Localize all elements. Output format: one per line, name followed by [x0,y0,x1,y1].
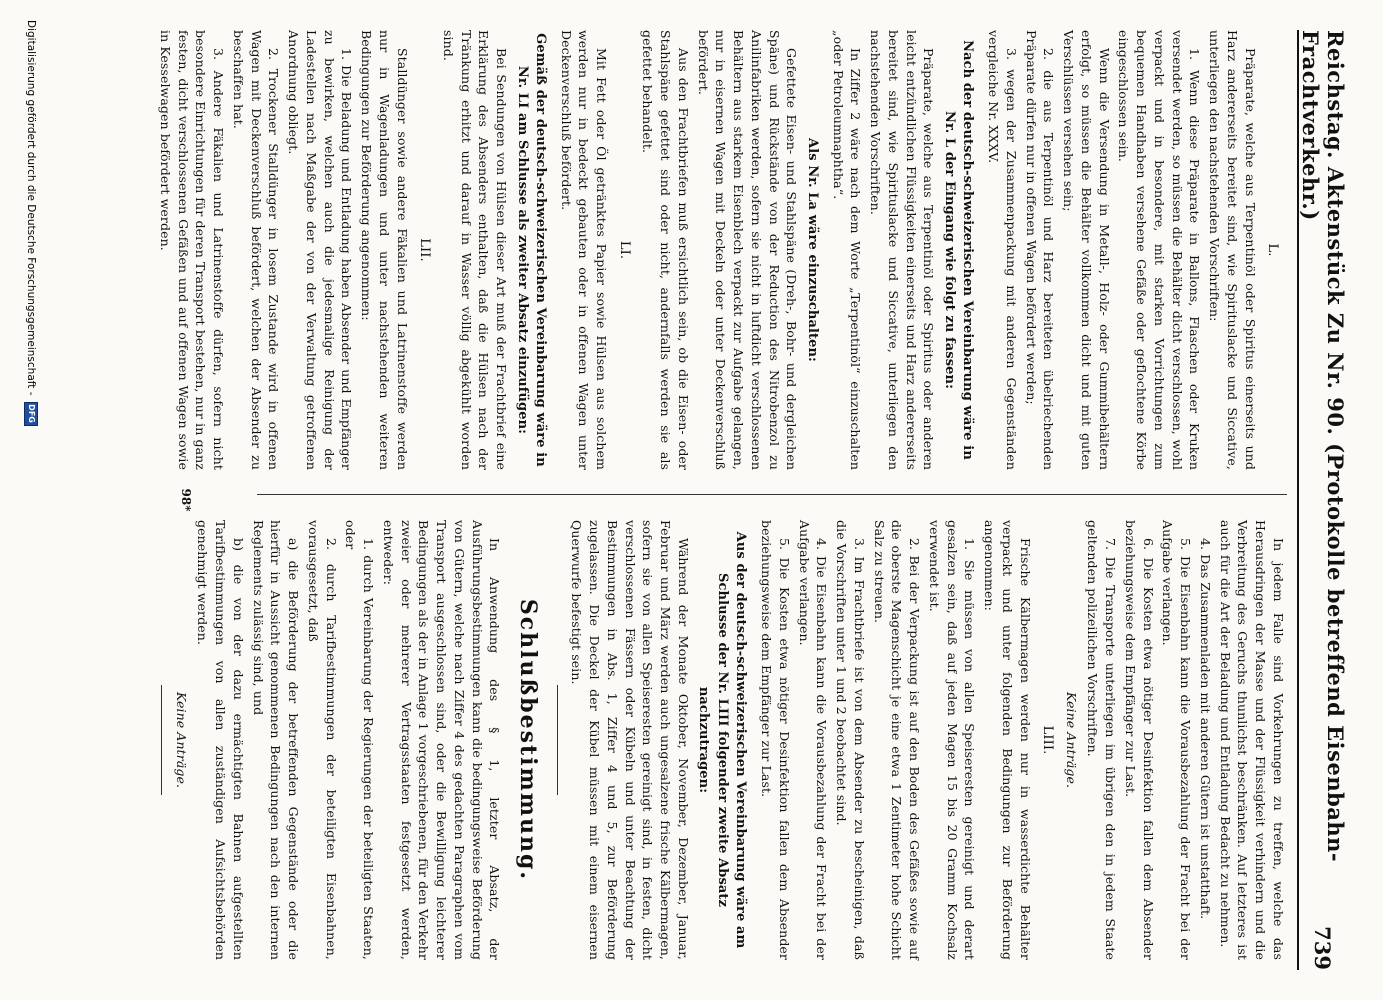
section-liii-numeral: LIII. [1040,725,1055,755]
agreement-1-text: Präparate, welche aus Terpentinöl oder Spiritus oder anderen leicht entzündlichen Flüssigkeiten einerseits und Harz andererseits bereitet sind, wie Spirituslacke und Siccative, unterliegen den nachstehenden Vorschriften. [868,30,937,470]
final-provision-option-1: 1. durch Vereinbarung der Regierungen der beteiligten Staaten, oder [343,520,377,960]
section-l-item-1b: Wenn die Versendung in Metall-, Holz- oder Gummibehältern erfolgt, so müssen die Behälter vollkommen dicht und mit guten Verschlüssen versehen sein; [1061,30,1112,470]
section-l-intro: Präparate, welche aus Terpentinöl oder Spiritus einerseits und Harz andererseits bereitet sind, wie Spirituslacke und Siccative, unterliegen den nachstehenden Vorschriften: [1207,30,1258,470]
no-motions-note-1: Keine Anträge. [1063,691,1079,789]
column-divider [257,494,1287,495]
agreement-2-text: Bei Sendungen von Hülsen dieser Art muß der Frachtbrief eine Erklärung des Absenders enthalten, daß die Hülsen nach der Tränkung erhitzt und darauf in Wasser völlig abgekühlt worden sind. [440,30,510,470]
agreement-1-heading: Nach der deutsch-schweizerischen Vereinbarung wäre in Nr. L der Eingang wie folgt zu fassen: [941,40,976,460]
section-liii-item-3: 3. Im Frachtbriefe ist von dem Absender zu bescheinigen, daß die Vorschriften unter 1 und 2 beobachtet sind. [834,520,867,960]
section-liii-intro: Frische Kälbermagen werden nur in wasserdichte Behälter verpackt und unter folgenden Bedingungen zur Beförderung angenommen: [982,520,1033,960]
section-la-heading: Als Nr. La wäre einzuschalten: [804,138,820,362]
section-liii-item-2: 2. Bei der Verpackung ist auf den Boden des Gefäßes sowie auf die oberste Magenschicht je eine etwa 1 Zentimeter hohe Schicht Salz zu streuen. [871,520,923,960]
agreement-3-text: Während der Monate Oktober, November, Dezember, Januar, Februar und März werden auch ungesalzene frische Kälbermagen, sofern sie von allen Speiseresten gereinigt sind, in festen, dicht verschlossenen Fässern oder Kübeln und unter Beachtung der Bestimmungen in Abs. 1, Ziffer 4 und 5, zur Beförderung zugelassen. Die Deckel der Kübel müssen mit einem eisernen Querwurfe befestigt sein. [569,520,691,960]
agreement-1-text-2: In Ziffer 2 wäre nach dem Worte „Terpentinöl“ einzuschalten „oder Petroleumnaphtha“. [830,30,864,470]
final-provision-text: In Anwendung des § 1, letzter Absatz, der Ausführungsbestimmungen kann die bedingungsweise Beförderung von Gütern, welche nach Ziffer 4 des gedachten Paragraphen vom Transport ausgeschlossen sind, oder die Bewilligung leichterer Bedingungen als der in Anlage 1 vorgeschriebenen, für den Verkehr zweier oder mehrerer Vertragsstaaten festgesetzt werden, entweder: [380,520,503,960]
agreement-3-heading: Aus der deutsch-schweizerischen Vereinbarung wäre am Schlusse der Nr. LIII folgender zweite Absatz nachzutragen: [696,531,749,949]
right-column [151,520,1287,960]
section-lii-item-5: 5. Die Eisenbahn kann die Vorausbezahlung der Fracht bei der Aufgabe verlangen. [1160,520,1194,960]
final-provision-option-2: 2. durch Tarifbestimmungen der beteiligten Eisenbahnen, vorausgesetzt, daß [305,520,339,960]
section-lii-item-4: 4. Das Zusammenladen mit anderen Gütern ist unstatthaft. [1198,538,1213,920]
section-la-text: Gefettete Eisen- und Stahlspäne (Dreh-, Bohr- und dergleichen Späne) und Rückstände von der Reduction des Nitrobenzol zu Anilinfabriken werden, sofern sie nicht in luftdicht verschlossenen Behältern aus starkem Eisenblech verpackt zur Aufgabe gelangen, nur in eisernen Wagen mit Deckeln oder unter Deckenverschluß befördert. [695,30,800,470]
section-l-item-1: 1. Wenn diese Präparate in Ballons, Flaschen oder Kruken versendet werden, so müssen die Behälter dicht verschlossen, wohl verpackt und in besondere, mit starken Vorrichtungen zum bequemen Handhaben versehene Gefäße oder geflochtene Körbe eingeschlossen sein. [1116,30,1203,470]
section-li-numeral: LI. [616,240,632,260]
section-lii-item-7: 7. Die Transporte unterliegen im übrigen den in jedem Staate geltenden polizeilichen Vorschriften. [1085,520,1119,960]
section-l-item-3: 3. wegen der Zusammenpackung mit anderen Gegenständen vergleiche Nr. XXXV. [986,30,1019,470]
section-la-text-2: Aus den Frachtbriefen muß ersichtlich sein, ob die Eisen- oder Stahlspäne gefettet sind oder nicht, andernfalls werden sie als gefettet behandelt. [640,30,691,470]
digitization-credit [24,20,38,980]
section-lii-continuation: In jedem Falle sind Vorkehrungen zu treffen, welche das Herausdringen der Masse und der Flüssigkeit verhindern und die Verbreitung des Geruchs thunlichst beschränken. Auf letzteres ist auch für die Art der Beladung und Entladung Bedacht zu nehmen. [1217,520,1286,960]
agreement-2-heading: Gemäß der deutsch-schweizerischen Vereinbarung wäre in Nr. LI am Schlusse als zweiter Absatz einzufügen: [514,33,548,467]
final-provision-heading: Schlußbestimmung. [514,598,541,882]
credit-text: Digitalisierung gefördert durch die Deutsche Forschungsgemeinschaft - [25,20,37,396]
section-lii-item-6: 6. Die Kosten etwa nötiger Desinfektion fallen dem Absender beziehungsweise dem Empfänger zur Last. [1123,520,1156,960]
page-title: Reichstag. Aktenstück Zu Nr. 90. (Protokolle betreffend Eisenbahn-Frachtverkehr.) [1298,30,1348,863]
left-column [154,30,1287,470]
end-separator [161,685,162,795]
section-li-text: Mit Fett oder Öl getränktes Papier sowie Hülsen aus solchem werden nur in bedeckt gebauten oder in offenen Wagen unter Deckenverschluß befördert. [558,30,610,470]
section-lii-intro: Stalldünger sowie andere Fäkalien und Latrinenstoffe werden nur in Wagenladungen und unter nachstehenden weiteren Bedingungen zur Beförderung angenommen: [359,30,410,470]
no-motions-note-2: Keine Anträge. [173,691,189,789]
section-l-numeral: L. [1265,243,1280,257]
section-separator [557,685,558,795]
section-l-item-2: 2. die aus Terpentinöl und Harz bereiteten übelriechenden Präparate dürfen nur in offenen Wagen befördert werden; [1023,30,1057,470]
section-liii-item-5: 5. Die Kosten etwa nötiger Desinfektion fallen dem Absender beziehungsweise dem Empfänger zur Last. [759,520,792,960]
page-header [1298,30,1348,970]
section-lii-item-3: 3. Andere Fäkalien und Latrinenstoffe dürfen, sofern nicht besondere Einrichtungen für deren Transport bestehen, nur in ganz festen, dicht verschlossenen Gefäßen und auf offenen Wagen sowie in Kesselwagen befördert werden. [157,30,227,470]
final-provision-option-2b: b) die von der dazu ermächtigten Bahnen aufgestellten Tarifbestimmungen von allen zuständigen Aufsichtsbehörden genehmigt werden. [195,520,246,960]
section-liii-item-4: 4. Die Eisenbahn kann die Vorausbezahlung der Fracht bei der Aufgabe verlangen. [796,520,830,960]
section-lii-item-2: 2. Trockener Stalldünger in losem Zustande wird in offenen Wagen mit Deckenverschluß befördert, welchen der Absender zu beschaffen hat. [230,30,282,470]
dfg-logo-icon: DFG [24,402,38,426]
section-lii-numeral: LII. [417,238,433,262]
page-mark: 98* [179,488,193,512]
page-number: 739 [1310,926,1336,970]
section-liii-item-1: 1. Sie müssen von allen Speiseresten gereinigt und derart gesalzen sein, daß auf jeden Magen 15 bis 20 Gramm Kochsalz verwendet ist. [926,520,978,960]
section-lii-item-1: 1. Die Beladung und Entladung haben Absender und Empfänger zu bewirken, welchen auch die jedesmalige Reinigung der Ladestellen nach Maßgabe der von der Verwaltung getroffenen Anordnung obliegt. [286,30,355,470]
header-rule [1297,30,1299,970]
final-provision-option-2a: a) die Beförderung der betreffenden Gegenstände oder die hierfür in Aussicht genommenen Bedingungen nach den internen Reglements zulässig sind, und [250,520,302,960]
